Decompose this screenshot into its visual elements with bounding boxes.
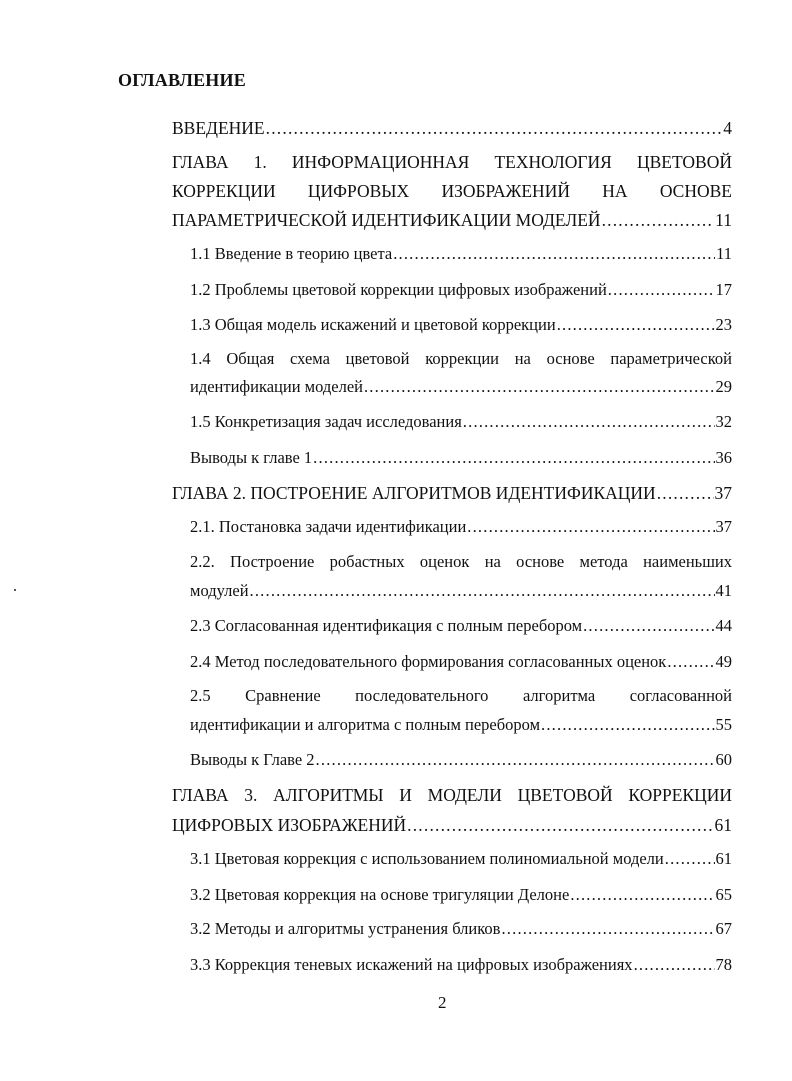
toc-entry-conclusions-1[interactable] [190, 447, 732, 469]
toc-entry-chapter-3[interactable] [172, 814, 732, 836]
toc-entry-page: 60 [715, 750, 732, 769]
toc-entry-1-4[interactable] [190, 376, 732, 398]
toc-entry-page: 41 [715, 581, 732, 600]
toc-entry-page: 17 [715, 280, 732, 299]
toc-leader-dots [634, 954, 715, 976]
toc-leader-dots [541, 714, 714, 736]
toc-leader-dots [313, 447, 714, 469]
toc-entry-title: ВВЕДЕНИЕ [172, 118, 265, 138]
toc-entry-title: 3.2 Цветовая коррекция на основе тригуляции Делоне [190, 885, 570, 904]
toc-entry-title: ЦИФРОВЫХ ИЗОБРАЖЕНИЙ [172, 815, 407, 835]
toc-entry-3-2-delaunay[interactable] [190, 884, 732, 906]
toc-leader-dots [364, 376, 715, 398]
toc-entry-chapter-1[interactable] [172, 209, 732, 231]
toc-entry-page: 49 [715, 652, 732, 671]
toc-entry-1-4-line-1[interactable]: 1.4 Общая схема цветовой коррекции на основе параметрической [190, 349, 732, 368]
toc-entry-page: 4 [723, 118, 732, 138]
toc-entry-2-3[interactable] [190, 615, 732, 637]
toc-entry-page: 37 [715, 517, 732, 536]
toc-chapter-1-line-1[interactable]: ГЛАВА 1. ИНФОРМАЦИОННАЯ ТЕХНОЛОГИЯ ЦВЕТОВОЙ [172, 152, 732, 172]
toc-leader-dots [665, 848, 715, 870]
toc-entry-3-1[interactable] [190, 848, 732, 870]
toc-entry-page: 61 [714, 815, 732, 835]
toc-entry-page: 23 [715, 315, 732, 334]
toc-entry-title: 3.2 Методы и алгоритмы устранения бликов [190, 919, 501, 938]
toc-entry-title: 1.1 Введение в теорию цвета [190, 244, 393, 263]
toc-entry-title: ГЛАВА 2. ПОСТРОЕНИЕ АЛГОРИТМОВ ИДЕНТИФИКАЦИИ [172, 483, 656, 503]
toc-leader-dots [583, 615, 714, 637]
page-number: 2 [438, 993, 447, 1012]
toc-entry-page: 78 [715, 955, 732, 974]
toc-entry-title: идентификации и алгоритма с полным перебором [190, 715, 541, 734]
toc-entry-title: 2.3 Согласованная идентификация с полным перебором [190, 616, 583, 635]
toc-entry-title: идентификации моделей [190, 377, 363, 396]
toc-entry-2-5-line-1[interactable]: 2.5 Сравнение последовательного алгоритма согласованной [190, 686, 732, 705]
toc-leader-dots [557, 314, 715, 336]
toc-entry-page: 11 [715, 210, 732, 230]
toc-chapter-1-line-2[interactable]: КОРРЕКЦИИ ЦИФРОВЫХ ИЗОБРАЖЕНИЙ НА ОСНОВЕ [172, 181, 732, 201]
toc-entry-title: 1.2 Проблемы цветовой коррекции цифровых изображений [190, 280, 607, 299]
toc-entry-page: 65 [715, 885, 732, 904]
toc-entry-page: 37 [714, 483, 732, 503]
toc-leader-dots [316, 749, 715, 771]
toc-entry-title: 2.4 Метод последовательного формирования согласованных оценок [190, 652, 667, 671]
toc-leader-dots [467, 516, 714, 538]
toc-entry-title: 1.3 Общая модель искажений и цветовой коррекции [190, 315, 556, 334]
toc-leader-dots [393, 243, 715, 265]
toc-entry-1-3[interactable] [190, 314, 732, 336]
toc-leader-dots [657, 482, 714, 504]
toc-entry-title: 3.3 Коррекция теневых искажений на цифровых изображениях [190, 955, 633, 974]
toc-leader-dots [407, 814, 713, 836]
toc-entry-page: 29 [715, 377, 732, 396]
toc-entry-2-1[interactable] [190, 516, 732, 538]
toc-entry-1-5[interactable] [190, 411, 732, 433]
toc-entry-3-3[interactable] [190, 954, 732, 976]
toc-leader-dots [266, 117, 723, 139]
toc-entry-title: Выводы к главе 1 [190, 448, 313, 467]
toc-entry-page: 61 [715, 849, 732, 868]
toc-entry-2-2[interactable] [190, 580, 732, 602]
toc-entry-2-2-line-1[interactable]: 2.2. Построение робастных оценок на основе метода наименьших [190, 552, 732, 571]
toc-entry-page: 32 [715, 412, 732, 431]
toc-entry-title: Выводы к Главе 2 [190, 750, 315, 769]
toc-leader-dots [602, 209, 715, 231]
toc-entry-title: 2.1. Постановка задачи идентификации [190, 517, 467, 536]
toc-entry-title: 3.1 Цветовая коррекция с использованием полиномиальной модели [190, 849, 664, 868]
toc-entry-page: 11 [716, 244, 732, 263]
toc-entry-3-2-highlights[interactable] [190, 918, 732, 940]
toc-leader-dots [570, 884, 714, 906]
toc-entry-title: модулей [190, 581, 249, 600]
page-title: ОГЛАВЛЕНИЕ [118, 70, 246, 90]
scan-speck [14, 589, 16, 591]
toc-entry-introduction[interactable] [172, 117, 732, 139]
toc-entry-title: ПАРАМЕТРИЧЕСКОЙ ИДЕНТИФИКАЦИИ МОДЕЛЕЙ [172, 210, 601, 230]
toc-entry-page: 67 [715, 919, 732, 938]
toc-chapter-3-line-1[interactable]: ГЛАВА 3. АЛГОРИТМЫ И МОДЕЛИ ЦВЕТОВОЙ КОРРЕКЦИИ [172, 785, 732, 805]
toc-entry-2-5[interactable] [190, 714, 732, 736]
toc-leader-dots [250, 580, 715, 602]
toc-leader-dots [608, 279, 715, 301]
toc-entry-chapter-2[interactable] [172, 482, 732, 504]
toc-leader-dots [667, 651, 714, 673]
toc-entry-1-2[interactable] [190, 279, 732, 301]
toc-entry-conclusions-2[interactable] [190, 749, 732, 771]
toc-entry-page: 44 [715, 616, 732, 635]
toc-entry-1-1[interactable] [190, 243, 732, 265]
toc-leader-dots [501, 918, 714, 940]
toc-entry-2-4[interactable] [190, 651, 732, 673]
toc-entry-page: 55 [715, 715, 732, 734]
toc-entry-page: 36 [715, 448, 732, 467]
toc-entry-title: 1.5 Конкретизация задач исследования [190, 412, 462, 431]
toc-leader-dots [463, 411, 715, 433]
